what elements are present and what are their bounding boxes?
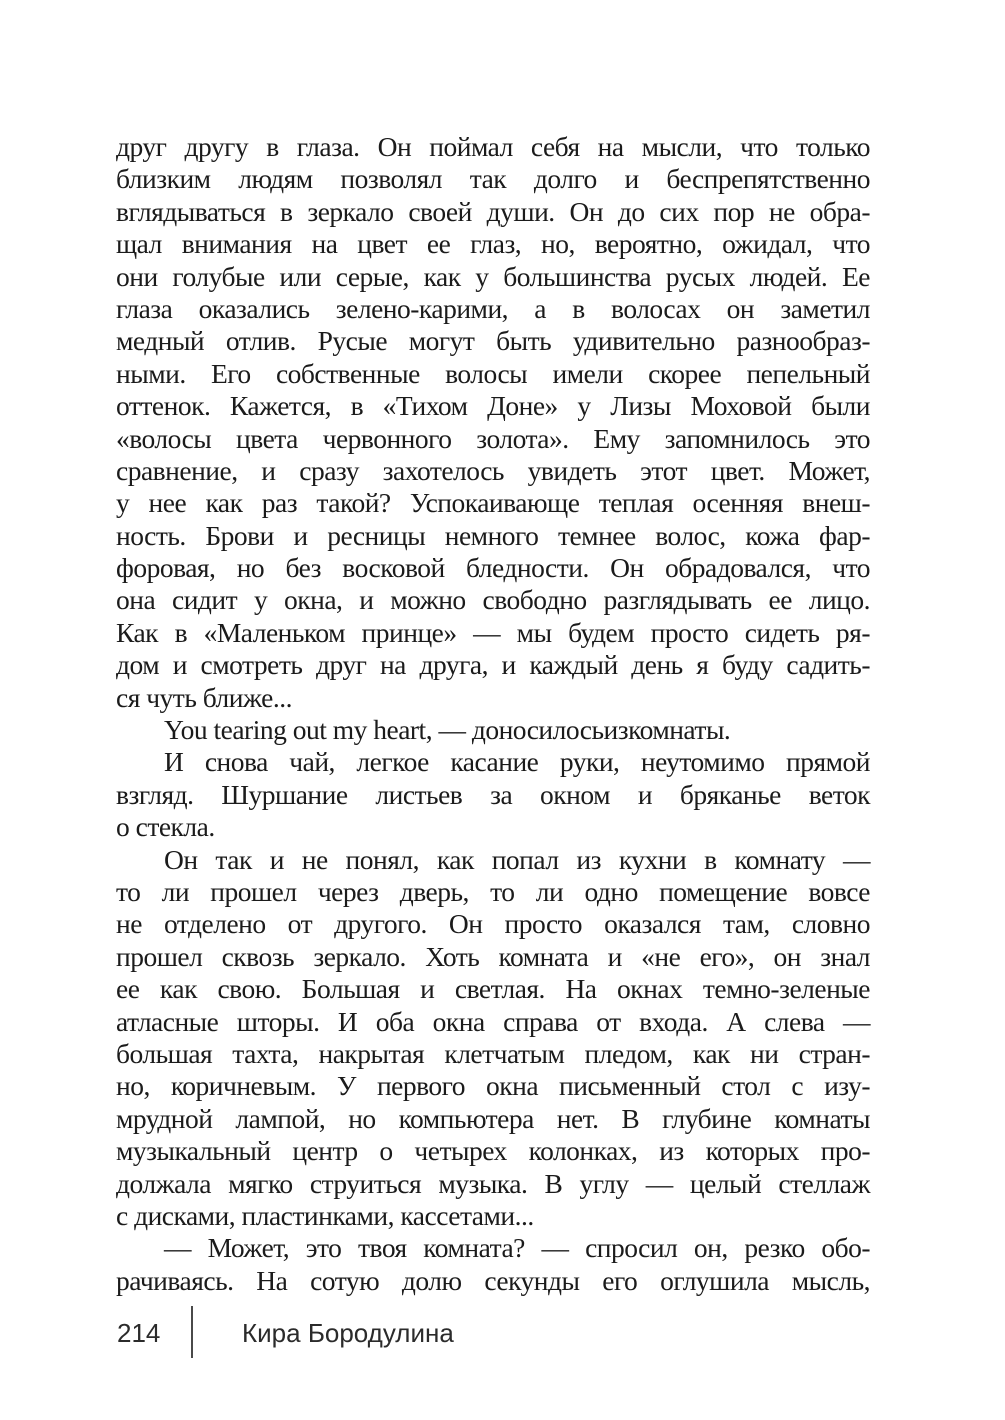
paragraph (116, 844, 870, 1233)
text-line: большая тахта, накрытая клетчатым пледом, как ни стран- (116, 1037, 870, 1069)
footer-author: Кира Бородулина (242, 1318, 454, 1348)
text-line: о стекла. (116, 811, 215, 843)
text-line: должала мягко струиться музыка. В углу — целый стеллаж (116, 1167, 870, 1199)
text-line: с дисками, пластинками, кассетами... (116, 1199, 534, 1231)
text-line: сравнение, и сразу захотелось увидеть этот цвет. Может, (116, 454, 870, 486)
text-line: ность. Брови и ресницы немного темнее волос, кожа фар- (116, 519, 870, 551)
text-line: оттенок. Кажется, в «Тихом Доне» у Лизы Моховой были (116, 390, 870, 422)
text-line: у нее как раз такой? Успокаивающе теплая осенняя внеш- (116, 487, 870, 519)
text-line: не отделено от другого. Он просто оказался там, словно (116, 908, 870, 940)
paragraph (116, 131, 870, 714)
footer-divider (191, 1306, 193, 1358)
text-line: близким людям позволял так долго и беспрепятственно (116, 163, 870, 195)
page-footer (0, 1300, 1005, 1370)
text-line: Он так и не понял, как попал из кухни в комнату — (164, 843, 870, 875)
text-line: глаза оказались зелено-карими, а в волосах он заметил (116, 292, 870, 324)
text-line: щал внимания на цвет ее глаз, но, вероятно, ожидал, что (116, 228, 870, 260)
text-line: взгляд. Шуршание листьев за окном и бряканье веток (116, 778, 870, 810)
text-line: форовая, но без восковой бледности. Он обрадовался, что (116, 552, 870, 584)
text-line: медный отлив. Русые могут быть удивительно разнообраз- (116, 325, 870, 357)
paragraph (116, 746, 870, 843)
text-line: рачиваясь. На сотую долю секунды его оглушила мысль, (116, 1264, 870, 1296)
text-line: но, коричневым. У первого окна письменный стол с изу- (116, 1070, 870, 1102)
page-text (116, 131, 870, 1297)
text-line: то ли прошел через дверь, то ли одно помещение вовсе (116, 875, 870, 907)
text-line: — Может, это твоя комната? — спросил он, резко обо- (164, 1232, 870, 1264)
paragraph (116, 1232, 870, 1297)
text-line: вглядываться в зеркало своей души. Он до сих пор не обра- (116, 195, 870, 227)
text-line: атласные шторы. И оба окна справа от входа. А слева — (116, 1005, 870, 1037)
text-line: ся чуть ближе... (116, 681, 292, 713)
text-line: ее как свою. Большая и светлая. На окнах темно-зеленые (116, 973, 870, 1005)
page-number: 214 (117, 1318, 161, 1348)
text-line: И снова чай, легкое касание руки, неутомимо прямой (164, 746, 870, 778)
text-line: она сидит у окна, и можно свободно разглядывать ее лицо. (116, 584, 870, 616)
text-line: друг другу в глаза. Он поймал себя на мысли, что только (116, 131, 870, 162)
text-line: мрудной лампой, но компьютера нет. В глубине комнаты (116, 1102, 870, 1134)
text-line: дом и смотреть друг на друга, и каждый день я буду садить- (116, 649, 870, 681)
text-line: музыкальный центр о четырех колонках, из которых про- (116, 1135, 870, 1167)
text-line: прошел сквозь зеркало. Хоть комната и «не его», он знал (116, 940, 870, 972)
text-line: You tearing out my heart, — доносилосьизкомнаты. (164, 714, 731, 746)
text-line: они голубые или серые, как у большинства русых людей. Ее (116, 260, 870, 292)
text-line: «волосы цвета червонного золота». Ему запомнилось это (116, 422, 870, 454)
text-line: Как в «Маленьком принце» — мы будем просто сидеть ря- (116, 616, 870, 648)
paragraph (116, 714, 870, 746)
text-line: ными. Его собственные волосы имели скорее пепельный (116, 357, 870, 389)
